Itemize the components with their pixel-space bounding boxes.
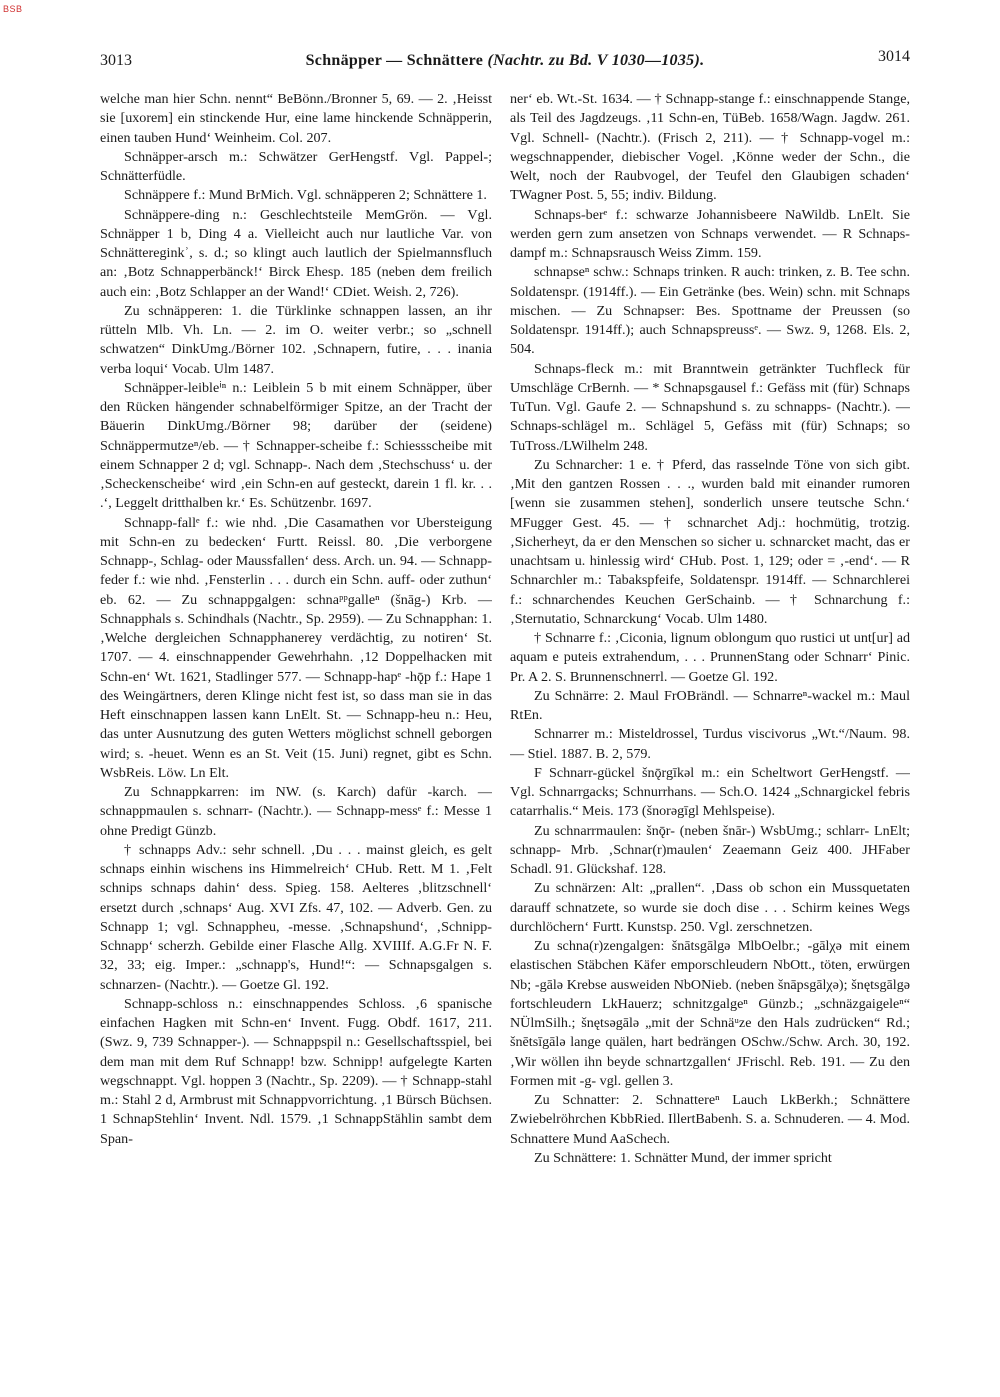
entry-paragraph: Schnäpper-arsch m.: Schwätzer GerHengstf. Vgl. Pappel-; Schnätterfüdle. — [100, 148, 492, 184]
right-page-number: 3014 — [878, 48, 910, 65]
entry-paragraph: † Schnarre f.: ‚Ciconia, lignum oblongum quo rustici ut unt[ur] ad aquam e puteis extrahendum, . . . PrunnenStang oder Schnarr‘ Pinic. Pr. A 2. S. Brunnenschnerrl. — Goetze Gl. 192. — [510, 630, 910, 685]
entry-paragraph: Schnarrer m.: Misteldrossel, Turdus viscivorus „Wt.“/Naum. 98. — Stiel. 1887. B. 2, 579. — [510, 726, 910, 762]
entry-paragraph: Zu Schnarcher: 1 e. † Pferd, das rasselnde Töne von sich gibt. ‚Mit den gantzen Rossen . . ., wurden bald mit einander rumoren [wenn sie zusammen stehen], sonderlich unsere teutsche Schn.‘ MFugger Gest. 45. — † schnarchet Adj.: hochmütig, trotzig. ‚Sicherheyt, da er den Menschen so sicher u. schnarcket macht, das er unachtsam u. hinlessig wird‘ CHub. Post. 1, 129; oder = ‚-end‘. — R Schnarchler m.: Tabakspfeife, Soldatenspr. 1914ff. — Schnarchlerei f.: schnarchendes Keuchen GerSchainb. — † Schnarchung f.: ‚Sternutatio, Schnarckung‘ Vocab. Ulm 1480. — [510, 456, 910, 627]
entry-paragraph: welche man hier Schn. nennt“ BeBönn./Bronner 5, 69. — 2. ‚Heisst sie [uxorem] ein stinckende Hur, eine lame hinckende Schnäpperin, einen tauben Hund‘ Weinheim. Col. 207. — [100, 91, 492, 146]
entry-paragraph: Zu schnarrmaulen: šnǭr- (neben šnār-) WsbUmg.; schlarr- LnElt; schnapp- Mrb. ‚Schnar(r)maulen‘ Zeaemann Geiz 400. JHFaber Schadl. 91. Glückshaf. 128. — [510, 822, 910, 877]
left-column — [100, 90, 492, 1380]
entry-paragraph: Schnäppere f.: Mund BrMich. Vgl. schnäpperen 2; Schnättere 1. — [124, 187, 487, 204]
entry-paragraph: Zu Schnappkarren: im NW. (s. Karch) dafür -karch. — schnappmaulen s. schnarr- (Nachtr.). — Schnapp-messᵉ f.: Messe 1 ohne Predigt Günzb. — [100, 784, 492, 839]
entry-paragraph: † schnapps Adv.: sehr schnell. ‚Du . . . mainst gleich, es gelt schnaps einhin wischens ins Himmelreich‘ CHub. Rett. M 1. ‚Felt schnips schnaps dahin‘ dess. Spieg. 158. Aelteres ‚blitzschnell‘ ersetzt durch ‚schnaps‘ Aug. XVI Zfs. 47, 102. — Adverb. Gen. zu Schnapp 1; vgl. Schnappheu, -messe. ‚Schnapshund‘, ‚Schnipp-Schnapp‘ scherzh. Gebilde einer Flasche Allg. XVIIIf. A.G.Fr N. F. 32, 33; eig. Imper.: „schnapp's, Hund!“: — Schnapsgalgen s. schnarzen- (Nachtr.). — Goetze Gl. 192. — [100, 841, 492, 993]
library-stamp: BSB — [3, 4, 23, 14]
entry-paragraph: Schnaps-berᵉ f.: schwarze Johannisbeere NaWildb. LnElt. Sie werden gern zum ansetzen von Schnaps verwendet. — R Schnaps-dampf m.: Schnapsrausch Weiss Zimm. 159. — [510, 206, 910, 261]
right-column — [510, 90, 910, 1380]
entry-paragraph: Zu schnäpperen: 1. die Türklinke schnappen lassen, an ihr rütteln Mlb. Vh. Ln. — 2. im O. weiter verbr.; so „schnell schwatzen“ DinkUmg./Börner 102. ‚Schnapern, futire, . . . inania verba loqui‘ Vocab. Ulm 1487. — [100, 302, 492, 377]
entry-paragraph: F Schnarr-gückel šnǭrgīkəl m.: ein Scheltwort GerHengstf. — Vgl. Schnarrgacks; Schnurrhans. — Sch.O. 1424 „Schnargickel febris catarrhalis.“ Meis. 173 (šnorəgīgl Mehlspeise). — [510, 764, 910, 820]
entry-paragraph: Schnapp-fallᵉ f.: wie nhd. ‚Die Casamathen vor Ubersteigung mit Schn-en zu bedecken‘ Furtt. Reissl. 80. ‚Die verborgene Schnapp-, Schlag- oder Maussfallen‘ dess. Arch. un. 94. — Schnapp-feder f.: wie nhd. ‚Fensterlin . . . durch ein Schn. auff- oder zuthun‘ eb. 62. — Zu schnappgalgen: schnaᵖᵖgalleⁿ (šnāg-) Krb. — Schnapphals s. Schindhals (Nachtr., Sp. 2959). — Zu Schnapphan: 1. ‚Welche dergleichen Schnapphanerey verdächtig, zu notiren‘ St. 1707. — 4. einschnappender Gewehrhahn. ‚12 Doppelhacken mit Schn-en‘ Wt. 1621, Stadlinger 577. — Schnapp-hapᵉ -hǭp f.: Hape 1 des Weingärtners, deren Klinge nicht fest ist, so dass man sie in das Heft einschnappen lassen kann LnElt. St. — Schnapp-heu n.: Heu, das unter Ausnutzung des guten Wetters möglichst schnell geborgen wird; s. -heuet. Wenn es an St. Veit (15. Juni) regnet, gibt es Schn. WsbReis. Löw. Ln Elt. — [100, 514, 492, 781]
entry-paragraph: Zu schnärzen: Alt: „prallen“. ‚Dass ob schon ein Mussquetaten darauff schnatzete, so wurde sie doch dise . . . Schirm keines Wegs durchlöchern‘ Furtt. Kunstsp. 250. Vgl. zerschnetzen. — [510, 880, 910, 935]
entry-paragraph: ner‘ eb. Wt.-St. 1634. — † Schnapp-stange f.: einschnappende Stange, als Teil des Jagdzeugs. ‚11 Schn-en, TüBeb. 1658/Wagn. Jagdw. 261. Vgl. Schnell- (Nachtr.). (Frisch 2, 211). — † Schnapp-vogel m.: wegschnappender, diebischer Vogel. ‚Könne weder der Schn., die Welt, noch der Raubvogel, der Teufel den Glaubigen schaden‘ TWagner Post. 5, 55; indiv. Bildung. — [510, 91, 910, 204]
entry-paragraph: Zu Schnärre: 2. Maul FrOBrändl. — Schnarreⁿ-wackel m.: Maul RtEn. — [510, 687, 910, 723]
running-title-reference: (Nachtr. zu Bd. V 1030—1035). — [487, 52, 705, 69]
entry-paragraph: Schnapp-schloss n.: einschnappendes Schloss. ‚6 spanische einfachen Hagken mit Schn-en‘ Invent. Fugg. Obdf. 1617, 211. (Swz. 9, 739 Schnapper-). — Schnappspil n.: Gesellschaftsspiel, bei dem man mit dem Ruf Schnapp! bzw. Schnipp! aufgelegte Karten wegschnappt. Vgl. hoppen 3 (Nachtr., Sp. 2209). — † Schnapp-stahl m.: Stahl 2 d, Armbrust mit Schnappvorrichtung. ‚1 Bürsch Büchsen. 1 SchnapStehlin‘ Invent. Ndl. 1579. ‚1 SchnappStählin sambt dem Span- — [100, 995, 492, 1147]
running-title-main: Schnäpper — Schnättere — [305, 52, 484, 69]
entry-paragraph: Zu Schnättere: 1. Schnätter Mund, der immer spricht — [534, 1149, 832, 1166]
entry-paragraph: Schnäpper-leibleⁱⁿ n.: Leiblein 5 b mit einem Schnäpper, über den Rücken hängender schnabelförmiger Spitze, an der Tracht der Bäuerin DinkUmg./Börner 98; darüber der (seidene) Schnäppermutzeⁿ/eb. — † Schnapper-scheibe f.: Schiessscheibe mit einem Schnapper 2 d; vgl. Schnapp-. Nach dem ‚Stechschuss‘ u. der ‚Scheckenscheibe‘ wird ‚ein Schn-en auf gesteckt, darein 1 fl. kr. . . .‘, Leggelt dritthalben kr.‘ Es. Schützenbr. 1697. — [100, 379, 492, 512]
entry-paragraph: schnapseⁿ schw.: Schnaps trinken. R auch: trinken, z. B. Tee schn. Soldatenspr. (1914ff.). — Ein Getränke (bes. Wein) schn. mit Schnaps mischen. — Zu Schnapser: Bes. Spottname der Preussen (so Soldatenspr. 1914ff.); auch Schnapspreussᵉ. — Swz. 9, 1268. Els. 2, 504. — [510, 264, 910, 358]
running-title — [100, 52, 910, 70]
entry-paragraph: Schnaps-fleck m.: mit Branntwein getränkter Tuchfleck für Umschläge CrBernh. — * Schnapsgausel f.: Gefäss mit (für) Schnaps TuTun. Vgl. Gaufe 2. — Schnapshund s. zu schnapps- (Nachtr.). — Schnaps-schlägel m.. Schlägel 5, Gefäss mit (für) Schnaps; so TuTross./LWilhelm 248. — [510, 360, 910, 454]
left-page-number: 3013 — [100, 52, 132, 69]
entry-paragraph: Schnäppere-ding n.: Geschlechtsteile MemGrön. — Vgl. Schnäpper 1 b, Ding 4 a. Vielleicht auch nur lautliche Var. von Schnättereginkʾ, s. d.; so klingt auch lautlich der Spielmannsfluch an: ‚Botz Schnapperbänck!‘ Birck Ehesp. 185 (neben dem freilich auch ein: ‚Botz Schlapper an der Wand!‘ CDiet. Weish. 2, 726). — [100, 206, 492, 300]
entry-paragraph: Zu Schnatter: 2. Schnattereⁿ Lauch LkBerkh.; Schnättere Zwiebelröhrchen KbbRied. IllertBabenh. S. a. Schnuderen. — 4. Mod. Schnattere Mund AaSchech. — [510, 1092, 910, 1147]
page-header — [100, 48, 910, 76]
entry-paragraph: Zu schna(r)zengalgen: šnātsgālgə MlbOelbr.; -gālχə mit einem elastischen Stäbchen Käfer emporschleudern NbOtt., töten, erwürgen Nb; -gālə Krebse ausweiden NbONieb. (neben šnāpsgālχə); šnętsgālgə fortschleudern LkHauerz; schnitzgalgeⁿ Günzb.; „schnäzgaigeleⁿ“ NÜlmSilh.; šnętsəgālə „mit der Schnäᵘze den Hals zudrücken“ Rd.; šnētsīgālə lange quälen, hart bedrängen OSchw./Schw. Arch. 30, 192. ‚Wir wöllen ihn beyde schnartzgallen‘ JFrischl. Reb. 191. — Zu den Formen mit -g- vgl. gellen 3. — [510, 938, 910, 1089]
